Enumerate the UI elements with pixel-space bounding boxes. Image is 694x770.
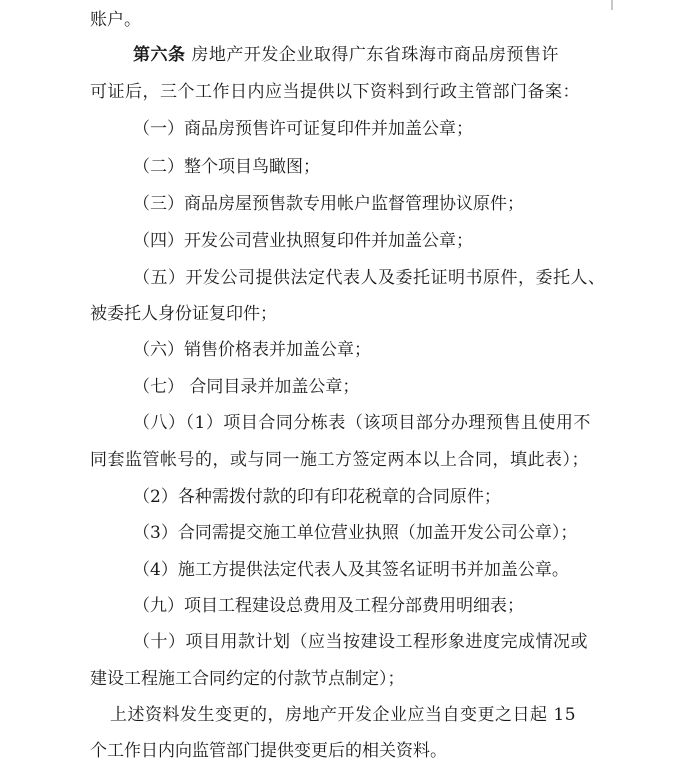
list-item: （六）销售价格表并加盖公章； bbox=[133, 340, 371, 360]
text-line: 可证后，三个工作日内应当提供以下资料到行政主管部门备案： bbox=[90, 82, 580, 102]
article-label: 第六条 bbox=[133, 45, 186, 65]
text-line: 建设工程施工合同约定的付款节点制定）； bbox=[90, 669, 405, 689]
list-item: （二）整个项目鸟瞰图； bbox=[133, 157, 320, 177]
list-item: （四）开发公司营业执照复印件并加盖公章； bbox=[133, 231, 473, 251]
list-item: （三）商品房屋预售款专用帐户监督管理协议原件； bbox=[133, 194, 524, 214]
list-item: （2）各种需拨付款的印有印花税章的合同原件； bbox=[133, 487, 501, 507]
list-item: （一）商品房预售许可证复印件并加盖公章； bbox=[133, 119, 473, 139]
text-line: 账户。 bbox=[90, 10, 141, 30]
list-item: （十）项目用款计划（应当按建设工程形象进度完成情况或 bbox=[133, 632, 588, 652]
article-six-line bbox=[133, 43, 559, 67]
list-item: （八）（1）项目合同分栋表（该项目部分办理预售且使用不 bbox=[133, 413, 591, 433]
text-line: 上述资料发生变更的，房地产开发企业应当自变更之日起 15 bbox=[110, 705, 577, 725]
text-line: 个工作日内向监管部门提供变更后的相关资料。 bbox=[90, 741, 447, 761]
article-text: 房地产开发企业取得广东省珠海市商品房预售许 bbox=[191, 45, 559, 65]
margin-mark bbox=[611, 0, 613, 10]
list-item: （五）开发公司提供法定代表人及委托证明书原件，委托人、 bbox=[133, 268, 606, 288]
list-item: （4）施工方提供法定代表人及其签名证明书并加盖公章。 bbox=[133, 560, 569, 580]
text-line: 同套监管帐号的，或与同一施工方签定两本以上合同，填此表）； bbox=[90, 450, 589, 470]
text-line: 被委托人身份证复印件； bbox=[90, 304, 277, 324]
list-item: （九）项目工程建设总费用及工程分部费用明细表； bbox=[133, 596, 524, 616]
list-item: （七） 合同目录并加盖公章； bbox=[133, 377, 360, 397]
list-item: （3）合同需提交施工单位营业执照（加盖开发公司公章）； bbox=[133, 523, 578, 543]
